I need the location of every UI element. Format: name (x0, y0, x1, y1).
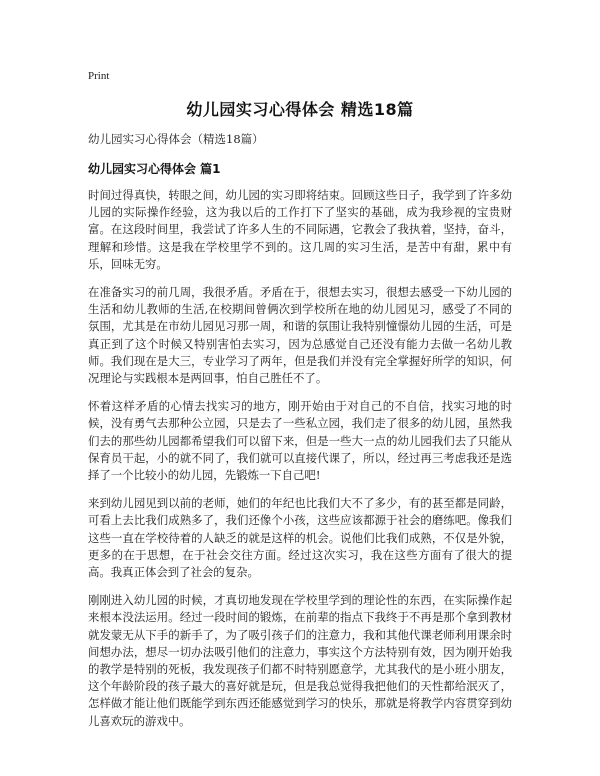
print-link[interactable]: Print (88, 70, 110, 82)
paragraph-5: 刚刚进入幼儿园的时候，才真切地发现在学校里学到的理论性的东西，在实际操作起来根本没法运用。经过一段时间的锻炼，在前辈的指点下我终于不再是那个拿到教材就发蒙无从下手的新手了，为了吸引孩子们的注意力，我和其他代课老师利用课余时间想办法，想尽一切办法吸引他们的注意力，事实这个方法特别有效，因为刚开始我的教学是特别的死板，我发现孩子们都不时特别愿意学，尤其我代的是小班小朋友，这个年龄阶段的孩子最大的喜好就是玩，但是我总觉得我把他们的天性都给泯灭了，怎样做才能让他们既能学到东西还能感觉到学习的快乐，那就是将教学内容贯穿到幼儿喜欢玩的游戏中。 (88, 593, 512, 728)
document-title: 幼儿园实习心得体会 精选18篇 (186, 100, 414, 119)
paragraph-2: 在准备实习的前几周，我很矛盾。矛盾在于，很想去实习，很想去感受一下幼儿园的生活和幼儿教师的生活,在校期间曾俩次到学校所在地的幼儿园见习，感受了不同的氛围，尤其是在市幼儿园见习那一周，和谐的氛围让我特别憧憬幼儿园的生活，可是真正到了这个时候又特别害怕去实习，因为总感觉自己还没有能力去做一名幼儿教师。我们现在是大三，专业学习了两年，但是我们并没有完全掌握好所学的知识，何况理论与实践根本是两回事，怕自己胜任不了。 (88, 285, 512, 386)
document-body (88, 187, 512, 741)
document-subtitle: 幼儿园实习心得体会（精选18篇） (88, 132, 264, 146)
paragraph-4: 来到幼儿园见到以前的老师，她们的年纪也比我们大不了多少，有的甚至都是同龄，可看上去比我们成熟多了，我们还像个小孩，这些应该都源于社会的磨练吧。像我们这些一直在学校待着的人缺乏的就是这样的机会。说他们比我们成熟，不仅是外貌，更多的在于思想，在于社会交往方面。经过这次实习，我在这些方面有了很大的提高。我真正体会到了社会的复杂。 (88, 496, 512, 580)
paragraph-3: 怀着这样矛盾的心情去找实习的地方，刚开始由于对自己的不自信，找实习地的时候，没有勇气去那种公立园，只是去了一些私立园，我们走了很多的幼儿园，虽然我们去的那些幼儿园都希望我们可以留下来，但是一些大一点的幼儿园我们去了只能从保育员干起，小的就不同了，我们就可以直接代课了，所以，经过再三考虑我还是选择了一个比较小的幼儿园，先锻炼一下自己吧! (88, 399, 512, 483)
paragraph-1: 时间过得真快，转眼之间，幼儿园的实习即将结束。回顾这些日子，我学到了许多幼儿园的实际操作经验，这为我以后的工作打下了坚实的基础，成为我珍视的宝贵财富。在这段时间里，我尝试了许多人生的不同际遇，它教会了我执着，坚持，奋斗，理解和珍惜。这是我在学校里学不到的。这几周的实习生活，是苦中有甜，累中有乐，回味无穷。 (88, 188, 512, 271)
section-heading: 幼儿园实习心得体会 篇1 (88, 162, 221, 176)
